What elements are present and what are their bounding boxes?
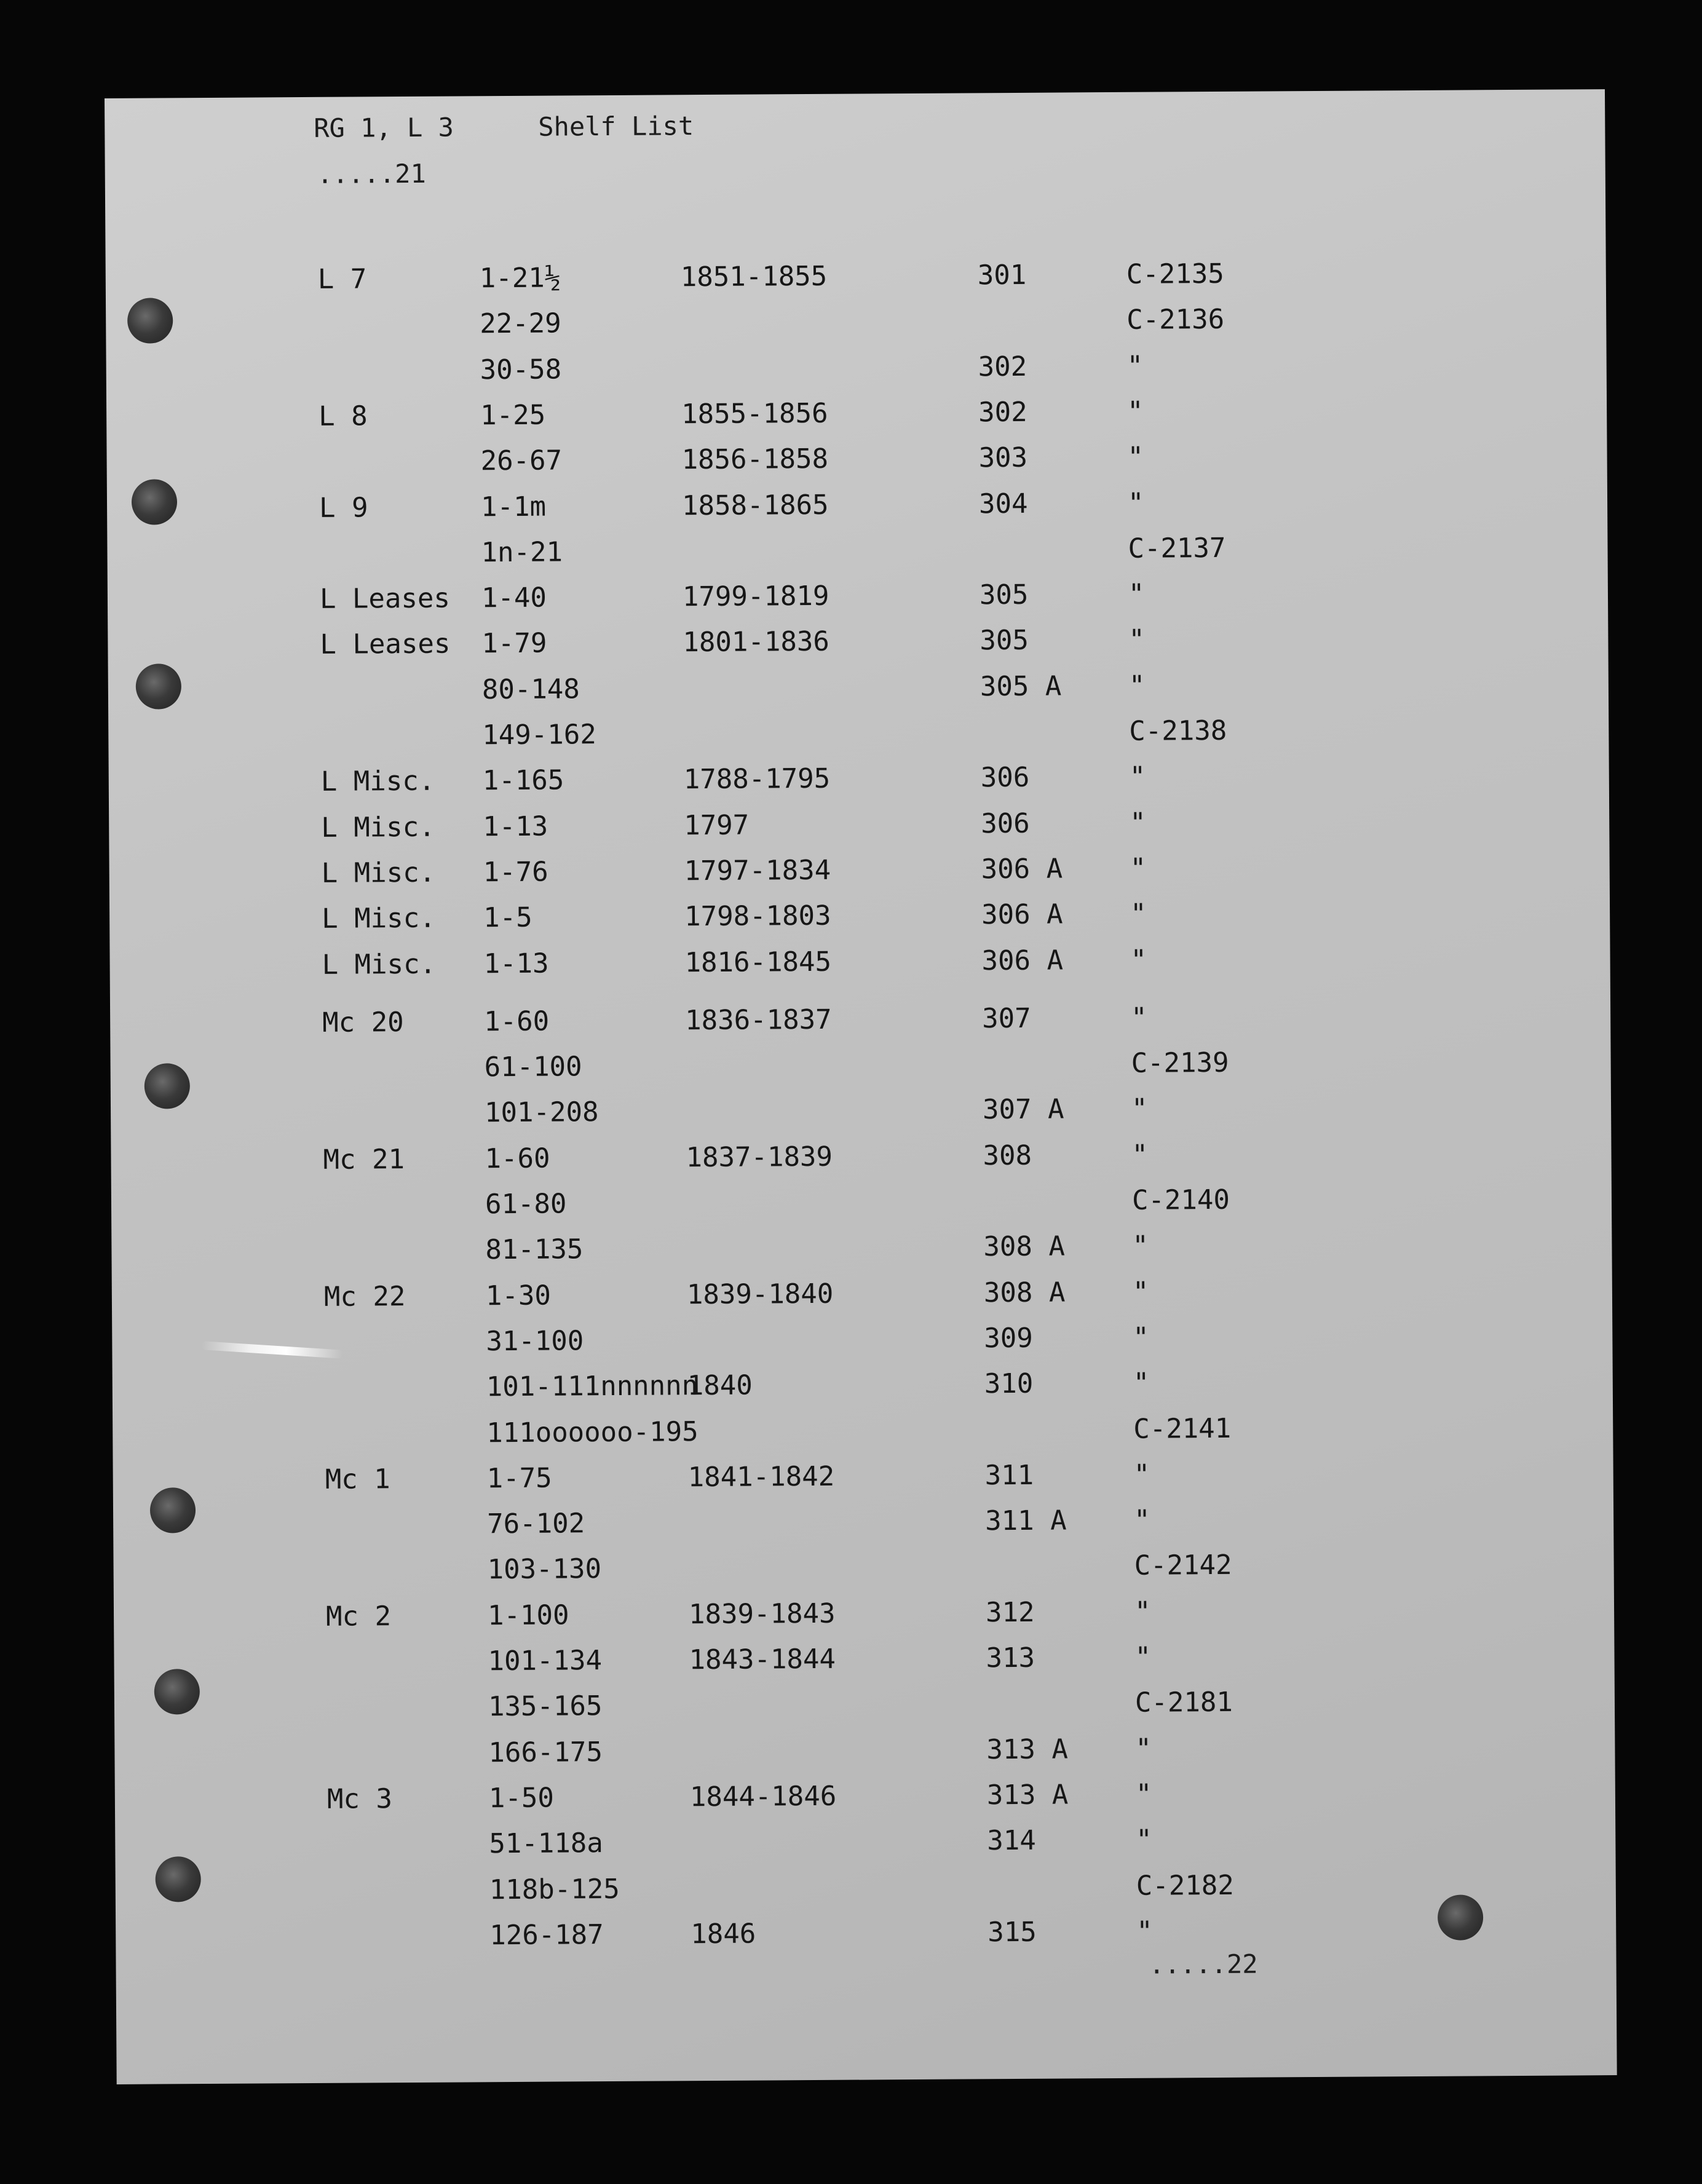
box-cell: 304 [978, 488, 1028, 520]
dates-cell: 1836-1837 [685, 1003, 832, 1037]
range-cell: 166-175 [488, 1736, 603, 1768]
range-cell: 101-111nnnnnn [486, 1370, 699, 1403]
reel-cell: C-2135 [1126, 258, 1224, 290]
series-cell: L Misc. [322, 948, 437, 981]
box-cell: 308 A [983, 1276, 1066, 1308]
series-cell: L Misc. [322, 902, 436, 935]
series-cell: L 9 [319, 491, 368, 524]
reel-cell: " [1126, 350, 1144, 382]
box-cell: 307 A [982, 1093, 1064, 1126]
dates-cell: 1798-1803 [684, 900, 831, 933]
reel-cell: " [1134, 1596, 1151, 1628]
range-cell: 51-118a [489, 1827, 603, 1860]
box-cell: 315 [988, 1916, 1037, 1949]
dates-cell: 1797-1834 [684, 854, 831, 887]
punch-hole [150, 1487, 196, 1533]
reel-cell: " [1127, 487, 1144, 519]
range-cell: 118b-125 [489, 1873, 620, 1905]
range-cell: 1-79 [481, 628, 547, 660]
punch-hole [155, 1856, 200, 1902]
series-cell: Mc 20 [322, 1006, 404, 1039]
reel-cell: " [1130, 898, 1147, 930]
reel-cell: " [1131, 1093, 1148, 1125]
reel-cell: " [1129, 761, 1146, 793]
dates-cell: 1839-1843 [688, 1597, 836, 1630]
range-cell: 61-80 [485, 1188, 567, 1221]
range-cell: 101-134 [488, 1645, 603, 1677]
box-cell: 303 [978, 442, 1028, 474]
reel-cell: " [1133, 1367, 1150, 1399]
dates-cell: 1856-1858 [681, 443, 829, 476]
reel-cell: " [1127, 441, 1144, 473]
reel-cell: " [1130, 852, 1147, 884]
range-cell: 1-60 [484, 1005, 550, 1038]
range-cell: 76-102 [487, 1508, 585, 1540]
range-cell: 26-67 [480, 445, 563, 477]
box-cell: 306 [980, 762, 1030, 794]
box-cell: 309 [984, 1322, 1033, 1355]
series-cell: Mc 3 [327, 1783, 393, 1815]
range-cell: 1-40 [481, 582, 547, 614]
reel-cell: " [1128, 624, 1146, 656]
range-cell: 1-100 [487, 1599, 569, 1631]
box-cell: 301 [977, 259, 1027, 291]
shelf-list-page [105, 89, 1617, 2084]
dates-cell: 1844-1846 [689, 1780, 837, 1813]
box-cell: 311 [984, 1459, 1034, 1492]
dates-cell: 1858-1865 [681, 489, 829, 521]
range-cell: 1-165 [482, 764, 564, 797]
series-cell: Mc 1 [325, 1463, 390, 1495]
reel-cell: C-2139 [1131, 1046, 1229, 1079]
dates-cell: 1846 [691, 1918, 756, 1950]
punch-hole [1438, 1894, 1483, 1940]
reel-cell: C-2138 [1129, 714, 1227, 747]
range-cell: 111oooooo-195 [486, 1415, 699, 1449]
range-cell: 1-30 [485, 1280, 552, 1312]
reel-cell: " [1133, 1321, 1149, 1353]
dates-cell: 1788-1795 [683, 763, 831, 796]
reel-cell: " [1136, 1915, 1153, 1947]
punch-hole [144, 1063, 190, 1109]
reel-cell: " [1130, 807, 1146, 839]
reel-cell: C-2141 [1133, 1412, 1232, 1445]
dates-cell: 1839-1840 [686, 1278, 834, 1310]
reel-cell: " [1134, 1504, 1150, 1536]
range-cell: 30-58 [480, 354, 562, 386]
range-cell: 1-13 [483, 810, 548, 842]
dates-cell: 1797 [684, 809, 750, 841]
range-cell: 1-5 [483, 901, 532, 934]
range-cell: 80-148 [481, 673, 580, 705]
paper-scratch [201, 1341, 342, 1359]
box-cell: 308 A [983, 1230, 1066, 1263]
box-cell: 313 A [986, 1733, 1069, 1765]
series-cell: L Misc. [321, 857, 436, 889]
series-cell: Mc 21 [323, 1143, 405, 1176]
box-cell: 306 A [981, 898, 1063, 931]
reel-cell: " [1136, 1824, 1152, 1856]
reel-cell: " [1131, 1002, 1147, 1034]
range-cell: 1-21½ [479, 262, 561, 295]
dates-cell: 1799-1819 [682, 580, 829, 613]
range-cell: 1-50 [488, 1782, 555, 1814]
reel-cell: " [1132, 1276, 1149, 1308]
box-cell: 314 [987, 1824, 1036, 1857]
box-cell: 313 [986, 1642, 1035, 1674]
reel-cell: C-2181 [1134, 1687, 1233, 1719]
continued-to-marker: .....22 [1149, 1949, 1258, 1980]
reel-cell: " [1133, 1458, 1150, 1490]
dates-cell: 1840 [687, 1369, 753, 1402]
range-cell: 135-165 [488, 1690, 603, 1723]
dates-cell: 1851-1855 [680, 260, 828, 293]
range-cell: 31-100 [486, 1325, 584, 1358]
box-cell: 311 A [985, 1505, 1067, 1537]
range-cell: 1-1m [480, 491, 547, 523]
continued-from-marker: .....21 [317, 158, 426, 189]
box-cell: 305 [980, 625, 1029, 657]
range-cell: 81-135 [485, 1233, 584, 1266]
range-cell: 1-76 [483, 856, 548, 888]
range-cell: 101-208 [484, 1096, 599, 1129]
box-cell: 306 A [981, 944, 1064, 976]
reel-cell: " [1130, 944, 1147, 976]
series-cell: Mc 22 [323, 1280, 406, 1313]
reel-cell: " [1126, 395, 1144, 427]
box-cell: 306 A [981, 853, 1063, 885]
dates-cell: 1855-1856 [681, 397, 828, 430]
reel-cell: C-2142 [1134, 1549, 1232, 1582]
series-cell: L Misc. [320, 766, 435, 798]
series-cell: L 7 [317, 263, 367, 295]
range-cell: 149-162 [482, 719, 596, 751]
reel-cell: " [1128, 578, 1145, 610]
range-cell: 1-60 [485, 1142, 550, 1174]
dates-cell: 1837-1839 [686, 1141, 833, 1173]
box-cell: 310 [984, 1368, 1034, 1400]
punch-hole [136, 663, 181, 709]
box-cell: 302 [978, 350, 1027, 382]
reel-cell: " [1134, 1641, 1152, 1673]
dates-cell: 1801-1836 [683, 626, 829, 659]
range-cell: 103-130 [487, 1553, 602, 1586]
box-cell: 308 [983, 1139, 1032, 1171]
page-title: Shelf List [538, 111, 694, 142]
box-cell: 312 [985, 1596, 1035, 1628]
dates-cell: 1816-1845 [684, 946, 832, 978]
box-cell: 307 [982, 1002, 1031, 1035]
reel-cell: C-2137 [1128, 532, 1226, 564]
range-cell: 126-187 [489, 1918, 604, 1952]
series-cell: L Leases [320, 628, 451, 661]
box-cell: 302 [978, 396, 1027, 429]
reel-cell: C-2136 [1126, 304, 1225, 336]
reel-cell: " [1132, 1230, 1149, 1262]
series-cell: Mc 2 [325, 1600, 392, 1632]
box-cell: 305 [979, 579, 1029, 611]
box-cell: 306 [981, 807, 1030, 839]
reel-cell: " [1128, 670, 1146, 702]
range-cell: 1-25 [480, 399, 546, 432]
range-cell: 1n-21 [481, 536, 563, 569]
punch-hole [127, 298, 173, 343]
range-cell: 22-29 [480, 307, 561, 340]
box-cell: 305 A [980, 670, 1062, 703]
reel-cell: C-2182 [1136, 1869, 1234, 1902]
range-cell: 1-75 [486, 1462, 552, 1495]
reel-cell: " [1135, 1733, 1152, 1765]
reel-cell: C-2140 [1131, 1184, 1230, 1216]
box-cell: 313 A [986, 1779, 1069, 1811]
series-cell: L 8 [319, 400, 368, 432]
punch-hole [154, 1669, 200, 1714]
reel-cell: " [1135, 1778, 1152, 1810]
range-cell: 61-100 [484, 1051, 582, 1083]
series-cell: L Misc. [321, 811, 435, 844]
dates-cell: 1843-1844 [689, 1643, 836, 1676]
record-group-label: RG 1, L 3 [314, 112, 454, 143]
punch-hole [132, 479, 177, 524]
reel-cell: " [1131, 1139, 1149, 1171]
dates-cell: 1841-1842 [687, 1460, 835, 1494]
range-cell: 1-13 [483, 948, 549, 979]
series-cell: L Leases [319, 582, 451, 615]
